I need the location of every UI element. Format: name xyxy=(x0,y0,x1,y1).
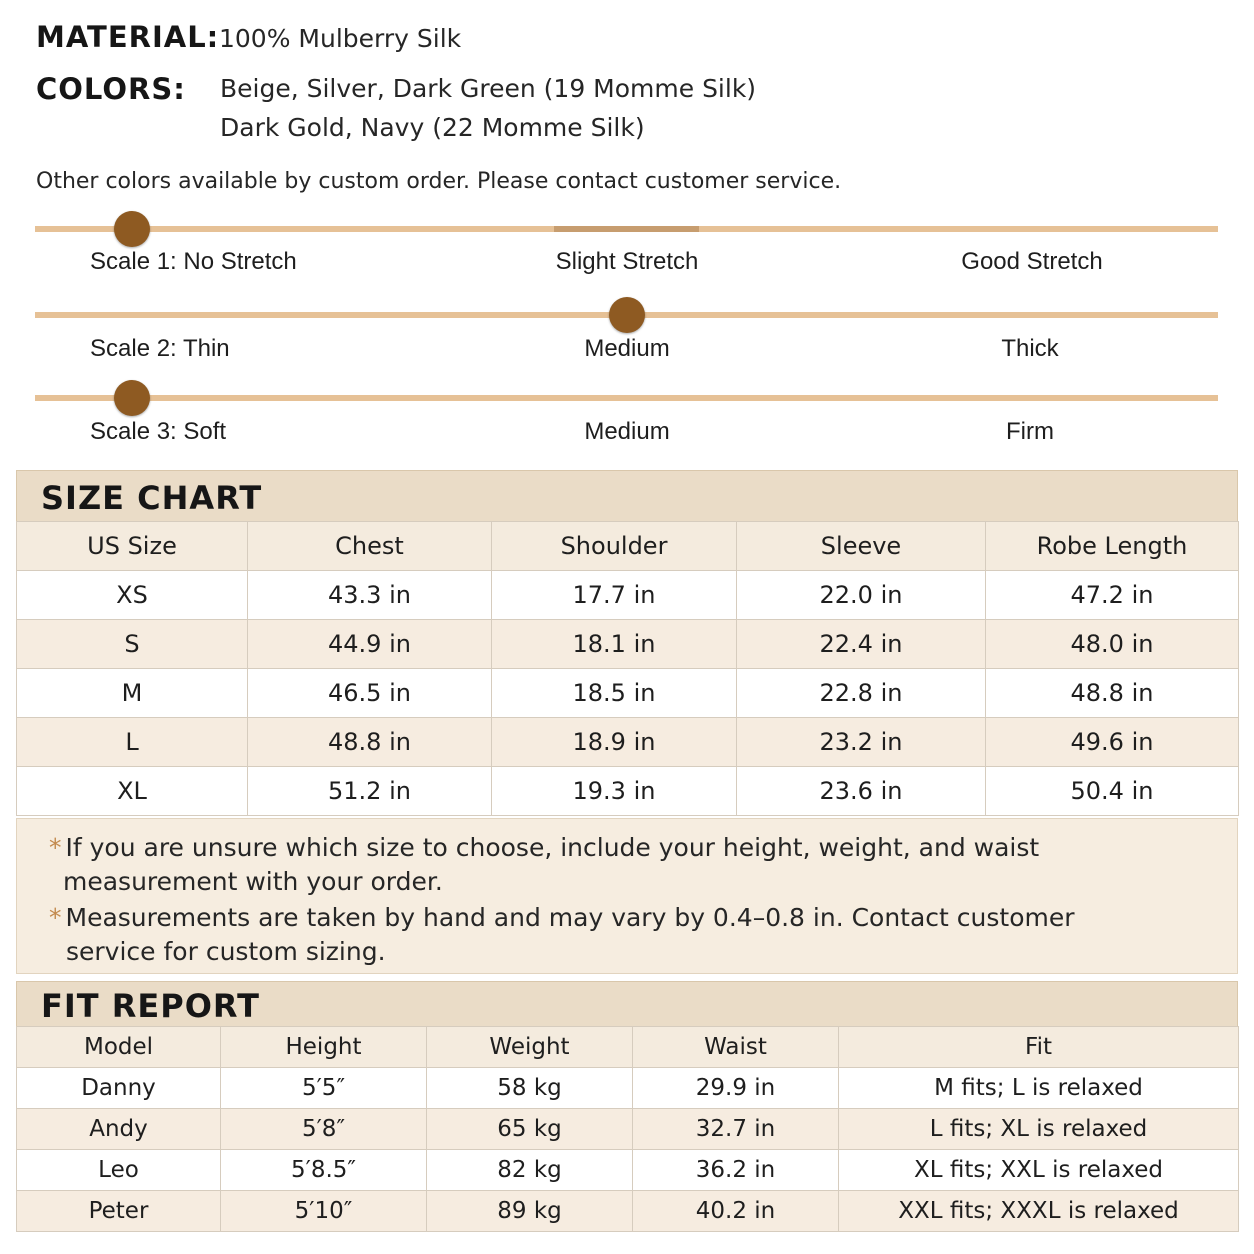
table-cell: 19.3 in xyxy=(492,767,737,816)
table-row xyxy=(17,718,1239,767)
table-row xyxy=(17,767,1239,816)
table-cell: XS xyxy=(17,571,248,620)
table-cell: 48.8 in xyxy=(248,718,492,767)
scale-thickness-label-low: Scale 2: Thin xyxy=(90,335,230,362)
material-value: 100% Mulberry Silk xyxy=(219,24,462,53)
column-header: Fit xyxy=(839,1027,1239,1068)
table-cell: 18.5 in xyxy=(492,669,737,718)
table-row xyxy=(17,1109,1239,1150)
scale-stretch-label-mid: Slight Stretch xyxy=(555,248,699,275)
table-cell: Peter xyxy=(17,1191,221,1232)
scale-softness-label-high: Firm xyxy=(1006,418,1054,445)
column-header: Robe Length xyxy=(986,522,1239,571)
table-cell: M fits; L is relaxed xyxy=(839,1068,1239,1109)
table-cell: 50.4 in xyxy=(986,767,1239,816)
table-row xyxy=(17,571,1239,620)
table-cell: 46.5 in xyxy=(248,669,492,718)
table-cell: 5′8″ xyxy=(221,1109,427,1150)
table-cell: 32.7 in xyxy=(633,1109,839,1150)
table-row xyxy=(17,669,1239,718)
table-cell: 49.6 in xyxy=(986,718,1239,767)
size-chart-title: SIZE CHART xyxy=(41,479,263,517)
table-cell: 40.2 in xyxy=(633,1191,839,1232)
table-cell: 23.2 in xyxy=(737,718,986,767)
asterisk-icon: * xyxy=(49,903,62,932)
table-cell: 48.0 in xyxy=(986,620,1239,669)
note-1-text: If you are unsure which size to choose, include your height, weight, and waist xyxy=(65,833,1040,862)
colors-line-1: Beige, Silver, Dark Green (19 Momme Silk) xyxy=(220,74,757,103)
scale-thickness-knob[interactable] xyxy=(609,297,645,333)
table-cell: 22.8 in xyxy=(737,669,986,718)
table-cell: 5′8.5″ xyxy=(221,1150,427,1191)
table-cell: 5′10″ xyxy=(221,1191,427,1232)
custom-order-note: Other colors available by custom order. Please contact customer service. xyxy=(36,169,842,194)
table-cell: 5′5″ xyxy=(221,1068,427,1109)
table-cell: XL xyxy=(17,767,248,816)
table-cell: L xyxy=(17,718,248,767)
column-header: Height xyxy=(221,1027,427,1068)
sizing-notes xyxy=(16,818,1238,974)
fit-report-header xyxy=(16,981,1238,1027)
asterisk-icon: * xyxy=(49,833,62,862)
colors-line-2: Dark Gold, Navy (22 Momme Silk) xyxy=(220,113,645,142)
table-cell: 58 kg xyxy=(427,1068,633,1109)
note-2-line-1 xyxy=(49,901,1075,935)
fit-report-header-row xyxy=(17,1027,1239,1068)
table-cell: 51.2 in xyxy=(248,767,492,816)
table-cell: 43.3 in xyxy=(248,571,492,620)
table-cell: 29.9 in xyxy=(633,1068,839,1109)
column-header: Waist xyxy=(633,1027,839,1068)
table-cell: S xyxy=(17,620,248,669)
scale-softness-track[interactable] xyxy=(35,395,1218,401)
table-cell: Leo xyxy=(17,1150,221,1191)
table-cell: 48.8 in xyxy=(986,669,1239,718)
scale-stretch-track-mark xyxy=(554,226,699,232)
table-cell: 65 kg xyxy=(427,1109,633,1150)
scale-stretch-track[interactable] xyxy=(35,226,1218,232)
size-chart-header xyxy=(16,470,1238,522)
note-2-text: Measurements are taken by hand and may vary by 0.4–0.8 in. Contact customer xyxy=(65,903,1075,932)
note-2-line-2: service for custom sizing. xyxy=(66,937,386,966)
scale-softness-label-mid: Medium xyxy=(584,418,670,445)
column-header: Weight xyxy=(427,1027,633,1068)
colors-label: COLORS: xyxy=(36,72,186,106)
column-header: US Size xyxy=(17,522,248,571)
table-cell: XL fits; XXL is relaxed xyxy=(839,1150,1239,1191)
column-header: Model xyxy=(17,1027,221,1068)
table-cell: 23.6 in xyxy=(737,767,986,816)
size-chart-table xyxy=(16,521,1239,816)
note-1-line-1 xyxy=(49,831,1039,865)
scale-softness-knob[interactable] xyxy=(114,380,150,416)
scale-thickness-label-mid: Medium xyxy=(584,335,670,362)
note-1-line-2: measurement with your order. xyxy=(63,867,443,896)
table-cell: 47.2 in xyxy=(986,571,1239,620)
fit-report-table xyxy=(16,1026,1239,1232)
column-header: Shoulder xyxy=(492,522,737,571)
scale-thickness-label-high: Thick xyxy=(1001,335,1059,362)
scale-stretch-knob[interactable] xyxy=(114,211,150,247)
table-cell: 18.9 in xyxy=(492,718,737,767)
table-cell: XXL fits; XXXL is relaxed xyxy=(839,1191,1239,1232)
table-cell: 36.2 in xyxy=(633,1150,839,1191)
table-cell: Andy xyxy=(17,1109,221,1150)
scale-stretch-label-high: Good Stretch xyxy=(961,248,1103,275)
table-cell: M xyxy=(17,669,248,718)
column-header: Chest xyxy=(248,522,492,571)
table-cell: 22.4 in xyxy=(737,620,986,669)
table-row xyxy=(17,620,1239,669)
column-header: Sleeve xyxy=(737,522,986,571)
fit-report-title: FIT REPORT xyxy=(41,987,260,1025)
table-cell: 18.1 in xyxy=(492,620,737,669)
table-row xyxy=(17,1150,1239,1191)
table-row xyxy=(17,1068,1239,1109)
table-cell: 89 kg xyxy=(427,1191,633,1232)
material-label: MATERIAL: xyxy=(36,20,220,54)
table-cell: 44.9 in xyxy=(248,620,492,669)
table-cell: L fits; XL is relaxed xyxy=(839,1109,1239,1150)
scale-softness-label-low: Scale 3: Soft xyxy=(90,418,227,445)
scale-stretch-label-low: Scale 1: No Stretch xyxy=(90,248,297,275)
table-cell: Danny xyxy=(17,1068,221,1109)
table-cell: 82 kg xyxy=(427,1150,633,1191)
table-row xyxy=(17,1191,1239,1232)
table-cell: 22.0 in xyxy=(737,571,986,620)
table-cell: 17.7 in xyxy=(492,571,737,620)
size-chart-header-row xyxy=(17,522,1239,571)
